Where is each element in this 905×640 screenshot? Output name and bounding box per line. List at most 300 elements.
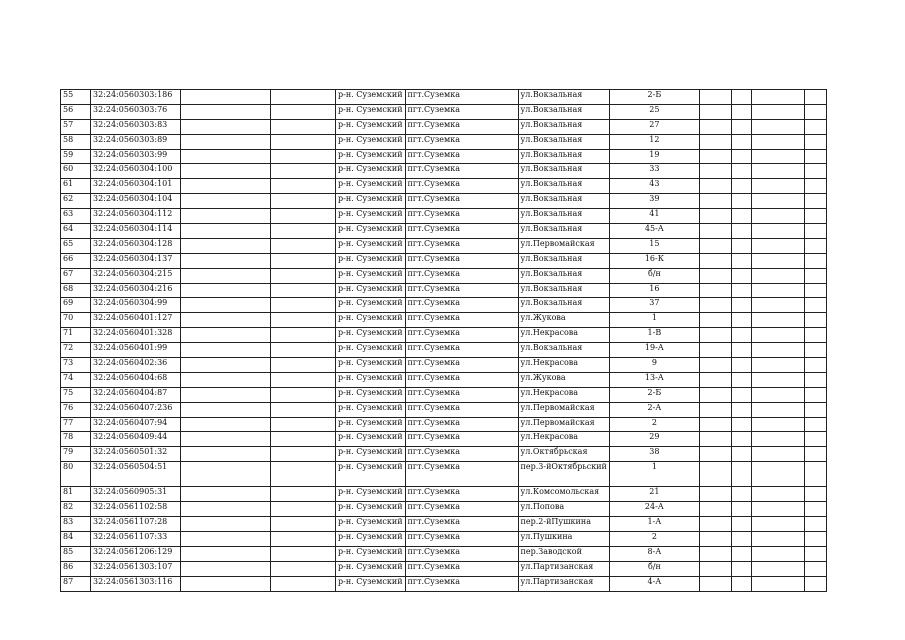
street-cell: ул.Вокзальная [518, 283, 609, 298]
row-number-cell: 84 [61, 531, 91, 546]
cadastral-number-cell: 32:24:0560304:104 [91, 194, 181, 209]
table-row [61, 164, 827, 179]
district-cell: р-н. Суземский [336, 268, 406, 283]
row-number-cell: 81 [61, 487, 91, 502]
table-row [61, 104, 827, 119]
settlement-cell: пгт.Суземка [405, 283, 518, 298]
house-number-cell: 13-А [609, 372, 699, 387]
street-cell: ул.Вокзальная [518, 119, 609, 134]
empty-cell-cell [699, 517, 731, 532]
empty-cell-cell [804, 104, 826, 119]
settlement-cell: пгт.Суземка [405, 134, 518, 149]
empty-cell-cell [751, 576, 804, 591]
house-number-cell: 2 [609, 417, 699, 432]
empty-cell-cell [271, 253, 336, 268]
empty-cell-cell [271, 179, 336, 194]
house-number-cell: 16 [609, 283, 699, 298]
empty-cell-cell [751, 447, 804, 462]
empty-cell-cell [804, 298, 826, 313]
empty-cell-cell [751, 531, 804, 546]
empty-cell-cell [181, 546, 271, 561]
empty-cell-cell [804, 447, 826, 462]
settlement-cell: пгт.Суземка [405, 194, 518, 209]
house-number-cell: 2-Б [609, 90, 699, 105]
district-cell: р-н. Суземский [336, 372, 406, 387]
empty-cell-cell [699, 531, 731, 546]
empty-cell-cell [181, 149, 271, 164]
cadastral-number-cell: 32:24:0560407:236 [91, 402, 181, 417]
empty-cell-cell [731, 487, 751, 502]
empty-cell-cell [804, 149, 826, 164]
empty-cell-cell [181, 358, 271, 373]
cadastral-number-cell: 32:24:0560401:328 [91, 328, 181, 343]
empty-cell-cell [804, 417, 826, 432]
street-cell: пер.2-йПушкина [518, 517, 609, 532]
district-cell: р-н. Суземский [336, 194, 406, 209]
district-cell: р-н. Суземский [336, 164, 406, 179]
district-cell: р-н. Суземский [336, 283, 406, 298]
house-number-cell: 1-А [609, 517, 699, 532]
empty-cell-cell [731, 372, 751, 387]
empty-cell-cell [751, 372, 804, 387]
settlement-cell: пгт.Суземка [405, 402, 518, 417]
empty-cell-cell [271, 546, 336, 561]
empty-cell-cell [804, 432, 826, 447]
empty-cell-cell [271, 417, 336, 432]
cadastral-number-cell: 32:24:0560404:87 [91, 387, 181, 402]
row-number-cell: 55 [61, 90, 91, 105]
empty-cell-cell [181, 224, 271, 239]
empty-cell-cell [271, 90, 336, 105]
district-cell: р-н. Суземский [336, 238, 406, 253]
table-row [61, 209, 827, 224]
district-cell: р-н. Суземский [336, 576, 406, 591]
empty-cell-cell [751, 502, 804, 517]
empty-cell-cell [731, 343, 751, 358]
cadastral-number-cell: 32:24:0560404:68 [91, 372, 181, 387]
row-number-cell: 77 [61, 417, 91, 432]
settlement-cell: пгт.Суземка [405, 224, 518, 239]
table-row [61, 387, 827, 402]
house-number-cell: 25 [609, 104, 699, 119]
district-cell: р-н. Суземский [336, 517, 406, 532]
district-cell: р-н. Суземский [336, 358, 406, 373]
empty-cell-cell [804, 134, 826, 149]
empty-cell-cell [181, 417, 271, 432]
row-number-cell: 72 [61, 343, 91, 358]
street-cell: ул.Вокзальная [518, 298, 609, 313]
street-cell: ул.Вокзальная [518, 268, 609, 283]
row-number-cell: 69 [61, 298, 91, 313]
settlement-cell: пгт.Суземка [405, 576, 518, 591]
empty-cell-cell [699, 179, 731, 194]
empty-cell-cell [699, 343, 731, 358]
table-row [61, 561, 827, 576]
empty-cell-cell [751, 253, 804, 268]
empty-cell-cell [181, 487, 271, 502]
empty-cell-cell [804, 328, 826, 343]
empty-cell-cell [181, 432, 271, 447]
empty-cell-cell [731, 447, 751, 462]
cadastral-number-cell: 32:24:0560304:101 [91, 179, 181, 194]
house-number-cell: 16-К [609, 253, 699, 268]
house-number-cell: 2-Б [609, 387, 699, 402]
empty-cell-cell [699, 253, 731, 268]
table-body [61, 90, 827, 592]
street-cell: ул.Жукова [518, 313, 609, 328]
empty-cell-cell [699, 90, 731, 105]
district-cell: р-н. Суземский [336, 313, 406, 328]
street-cell: пер.3-йОктябрьский [518, 462, 609, 487]
empty-cell-cell [271, 517, 336, 532]
street-cell: ул.Некрасова [518, 328, 609, 343]
empty-cell-cell [804, 402, 826, 417]
empty-cell-cell [751, 209, 804, 224]
empty-cell-cell [181, 462, 271, 487]
empty-cell-cell [699, 119, 731, 134]
empty-cell-cell [804, 224, 826, 239]
house-number-cell: б/н [609, 268, 699, 283]
house-number-cell: 27 [609, 119, 699, 134]
house-number-cell: 4-А [609, 576, 699, 591]
empty-cell-cell [271, 268, 336, 283]
empty-cell-cell [181, 104, 271, 119]
empty-cell-cell [804, 283, 826, 298]
district-cell: р-н. Суземский [336, 402, 406, 417]
row-number-cell: 68 [61, 283, 91, 298]
empty-cell-cell [271, 209, 336, 224]
cadastral-number-cell: 32:24:0560303:76 [91, 104, 181, 119]
empty-cell-cell [751, 517, 804, 532]
settlement-cell: пгт.Суземка [405, 328, 518, 343]
empty-cell-cell [271, 224, 336, 239]
empty-cell-cell [751, 149, 804, 164]
empty-cell-cell [751, 432, 804, 447]
empty-cell-cell [731, 328, 751, 343]
empty-cell-cell [731, 313, 751, 328]
empty-cell-cell [699, 209, 731, 224]
table-row [61, 134, 827, 149]
empty-cell-cell [751, 268, 804, 283]
empty-cell-cell [731, 134, 751, 149]
empty-cell-cell [271, 561, 336, 576]
empty-cell-cell [751, 90, 804, 105]
settlement-cell: пгт.Суземка [405, 372, 518, 387]
empty-cell-cell [699, 358, 731, 373]
empty-cell-cell [699, 432, 731, 447]
empty-cell-cell [751, 387, 804, 402]
cadastral-number-cell: 32:24:0560304:99 [91, 298, 181, 313]
street-cell: ул.Партизанская [518, 576, 609, 591]
settlement-cell: пгт.Суземка [405, 447, 518, 462]
cadastral-number-cell: 32:24:0561107:33 [91, 531, 181, 546]
district-cell: р-н. Суземский [336, 224, 406, 239]
empty-cell-cell [804, 531, 826, 546]
table-row [61, 238, 827, 253]
empty-cell-cell [699, 313, 731, 328]
row-number-cell: 64 [61, 224, 91, 239]
table-row [61, 283, 827, 298]
empty-cell-cell [804, 517, 826, 532]
table-row [61, 517, 827, 532]
district-cell: р-н. Суземский [336, 328, 406, 343]
empty-cell-cell [804, 164, 826, 179]
empty-cell-cell [731, 149, 751, 164]
house-number-cell: 38 [609, 447, 699, 462]
house-number-cell: 37 [609, 298, 699, 313]
cadastral-number-cell: 32:24:0560303:89 [91, 134, 181, 149]
house-number-cell: 9 [609, 358, 699, 373]
settlement-cell: пгт.Суземка [405, 358, 518, 373]
empty-cell-cell [731, 358, 751, 373]
table-row [61, 417, 827, 432]
empty-cell-cell [731, 90, 751, 105]
street-cell: ул.Вокзальная [518, 209, 609, 224]
settlement-cell: пгт.Суземка [405, 104, 518, 119]
empty-cell-cell [804, 502, 826, 517]
street-cell: ул.Вокзальная [518, 343, 609, 358]
row-number-cell: 63 [61, 209, 91, 224]
empty-cell-cell [271, 372, 336, 387]
empty-cell-cell [181, 328, 271, 343]
street-cell: ул.Жукова [518, 372, 609, 387]
street-cell: ул.Первомайская [518, 238, 609, 253]
street-cell: ул.Некрасова [518, 358, 609, 373]
table-row [61, 313, 827, 328]
empty-cell-cell [699, 134, 731, 149]
table-row [61, 90, 827, 105]
empty-cell-cell [699, 462, 731, 487]
street-cell: ул.Вокзальная [518, 90, 609, 105]
empty-cell-cell [751, 119, 804, 134]
empty-cell-cell [181, 531, 271, 546]
empty-cell-cell [699, 283, 731, 298]
street-cell: ул.Некрасова [518, 387, 609, 402]
settlement-cell: пгт.Суземка [405, 502, 518, 517]
row-number-cell: 86 [61, 561, 91, 576]
empty-cell-cell [751, 343, 804, 358]
table-row [61, 298, 827, 313]
empty-cell-cell [271, 576, 336, 591]
street-cell: ул.Вокзальная [518, 224, 609, 239]
empty-cell-cell [699, 238, 731, 253]
row-number-cell: 57 [61, 119, 91, 134]
district-cell: р-н. Суземский [336, 462, 406, 487]
empty-cell-cell [699, 502, 731, 517]
settlement-cell: пгт.Суземка [405, 268, 518, 283]
empty-cell-cell [181, 283, 271, 298]
empty-cell-cell [804, 179, 826, 194]
empty-cell-cell [181, 119, 271, 134]
empty-cell-cell [751, 402, 804, 417]
house-number-cell: 15 [609, 238, 699, 253]
empty-cell-cell [271, 328, 336, 343]
empty-cell-cell [804, 372, 826, 387]
empty-cell-cell [181, 576, 271, 591]
empty-cell-cell [181, 343, 271, 358]
house-number-cell: 8-А [609, 546, 699, 561]
empty-cell-cell [271, 194, 336, 209]
house-number-cell: б/н [609, 561, 699, 576]
cadastral-number-cell: 32:24:0560303:83 [91, 119, 181, 134]
empty-cell-cell [804, 238, 826, 253]
district-cell: р-н. Суземский [336, 432, 406, 447]
empty-cell-cell [271, 283, 336, 298]
district-cell: р-н. Суземский [336, 417, 406, 432]
table-row [61, 447, 827, 462]
settlement-cell: пгт.Суземка [405, 462, 518, 487]
house-number-cell: 19 [609, 149, 699, 164]
settlement-cell: пгт.Суземка [405, 164, 518, 179]
empty-cell-cell [271, 343, 336, 358]
settlement-cell: пгт.Суземка [405, 561, 518, 576]
empty-cell-cell [751, 134, 804, 149]
table-row [61, 402, 827, 417]
table-row [61, 328, 827, 343]
empty-cell-cell [731, 387, 751, 402]
row-number-cell: 79 [61, 447, 91, 462]
empty-cell-cell [731, 502, 751, 517]
empty-cell-cell [699, 224, 731, 239]
empty-cell-cell [699, 104, 731, 119]
street-cell: ул.Вокзальная [518, 164, 609, 179]
district-cell: р-н. Суземский [336, 487, 406, 502]
empty-cell-cell [271, 104, 336, 119]
empty-cell-cell [804, 487, 826, 502]
empty-cell-cell [699, 487, 731, 502]
row-number-cell: 83 [61, 517, 91, 532]
empty-cell-cell [751, 238, 804, 253]
row-number-cell: 59 [61, 149, 91, 164]
empty-cell-cell [731, 164, 751, 179]
empty-cell-cell [699, 417, 731, 432]
cadastral-number-cell: 32:24:0560504:51 [91, 462, 181, 487]
street-cell: ул.Пушкина [518, 531, 609, 546]
empty-cell-cell [804, 387, 826, 402]
empty-cell-cell [181, 194, 271, 209]
row-number-cell: 61 [61, 179, 91, 194]
empty-cell-cell [751, 194, 804, 209]
district-cell: р-н. Суземский [336, 447, 406, 462]
empty-cell-cell [731, 283, 751, 298]
row-number-cell: 76 [61, 402, 91, 417]
empty-cell-cell [731, 417, 751, 432]
empty-cell-cell [271, 462, 336, 487]
empty-cell-cell [804, 313, 826, 328]
cadastral-number-cell: 32:24:0560304:128 [91, 238, 181, 253]
street-cell: ул.Комсомольская [518, 487, 609, 502]
empty-cell-cell [699, 576, 731, 591]
settlement-cell: пгт.Суземка [405, 149, 518, 164]
empty-cell-cell [181, 313, 271, 328]
empty-cell-cell [699, 447, 731, 462]
empty-cell-cell [271, 238, 336, 253]
row-number-cell: 85 [61, 546, 91, 561]
table-row [61, 576, 827, 591]
empty-cell-cell [804, 194, 826, 209]
district-cell: р-н. Суземский [336, 298, 406, 313]
empty-cell-cell [731, 253, 751, 268]
cadastral-number-cell: 32:24:0560304:215 [91, 268, 181, 283]
empty-cell-cell [181, 238, 271, 253]
house-number-cell: 21 [609, 487, 699, 502]
cadastral-number-cell: 32:24:0560304:114 [91, 224, 181, 239]
district-cell: р-н. Суземский [336, 561, 406, 576]
street-cell: пер.Заводской [518, 546, 609, 561]
empty-cell-cell [731, 517, 751, 532]
empty-cell-cell [751, 561, 804, 576]
empty-cell-cell [751, 487, 804, 502]
cadastral-number-cell: 32:24:0561303:116 [91, 576, 181, 591]
cadastral-number-cell: 32:24:0560402:36 [91, 358, 181, 373]
row-number-cell: 60 [61, 164, 91, 179]
empty-cell-cell [271, 447, 336, 462]
street-cell: ул.Октябрьская [518, 447, 609, 462]
empty-cell-cell [804, 119, 826, 134]
empty-cell-cell [751, 546, 804, 561]
row-number-cell: 78 [61, 432, 91, 447]
empty-cell-cell [271, 358, 336, 373]
empty-cell-cell [731, 268, 751, 283]
empty-cell-cell [181, 253, 271, 268]
empty-cell-cell [751, 224, 804, 239]
empty-cell-cell [751, 179, 804, 194]
house-number-cell: 1-В [609, 328, 699, 343]
table-row [61, 432, 827, 447]
settlement-cell: пгт.Суземка [405, 487, 518, 502]
empty-cell-cell [271, 387, 336, 402]
settlement-cell: пгт.Суземка [405, 313, 518, 328]
empty-cell-cell [181, 90, 271, 105]
empty-cell-cell [804, 90, 826, 105]
cadastral-number-cell: 32:24:0561303:107 [91, 561, 181, 576]
empty-cell-cell [699, 194, 731, 209]
row-number-cell: 74 [61, 372, 91, 387]
house-number-cell: 2 [609, 531, 699, 546]
cadastral-number-cell: 32:24:0560304:216 [91, 283, 181, 298]
district-cell: р-н. Суземский [336, 90, 406, 105]
empty-cell-cell [804, 561, 826, 576]
street-cell: ул.Вокзальная [518, 134, 609, 149]
empty-cell-cell [181, 179, 271, 194]
cadastral-number-cell: 32:24:0560303:186 [91, 90, 181, 105]
house-number-cell: 1 [609, 462, 699, 487]
empty-cell-cell [731, 432, 751, 447]
district-cell: р-н. Суземский [336, 179, 406, 194]
empty-cell-cell [751, 328, 804, 343]
row-number-cell: 58 [61, 134, 91, 149]
cadastral-number-cell: 32:24:0560401:127 [91, 313, 181, 328]
cadastral-number-cell: 32:24:0560304:137 [91, 253, 181, 268]
table-row [61, 462, 827, 487]
district-cell: р-н. Суземский [336, 343, 406, 358]
empty-cell-cell [699, 372, 731, 387]
empty-cell-cell [731, 561, 751, 576]
house-number-cell: 43 [609, 179, 699, 194]
empty-cell-cell [751, 104, 804, 119]
empty-cell-cell [751, 313, 804, 328]
empty-cell-cell [731, 224, 751, 239]
cadastral-number-cell: 32:24:0561107:28 [91, 517, 181, 532]
empty-cell-cell [271, 164, 336, 179]
row-number-cell: 65 [61, 238, 91, 253]
cadastral-number-cell: 32:24:0560407:94 [91, 417, 181, 432]
street-cell: ул.Вокзальная [518, 194, 609, 209]
empty-cell-cell [181, 402, 271, 417]
district-cell: р-н. Суземский [336, 104, 406, 119]
district-cell: р-н. Суземский [336, 531, 406, 546]
row-number-cell: 62 [61, 194, 91, 209]
